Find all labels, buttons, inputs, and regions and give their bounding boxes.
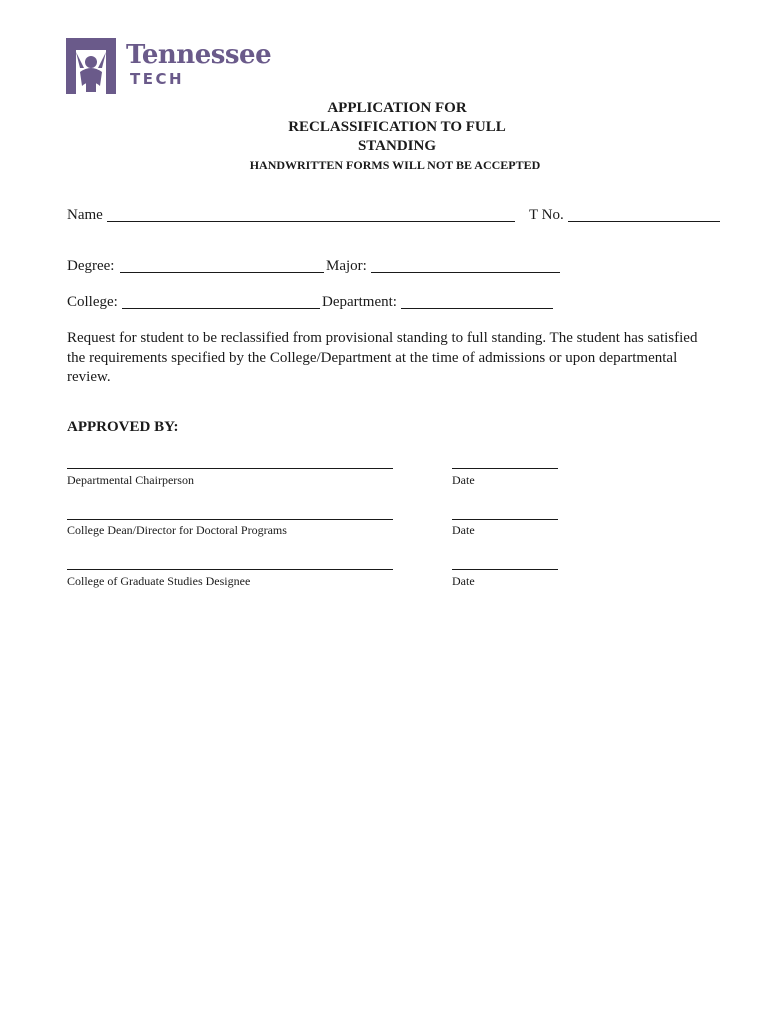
department-field[interactable] [401, 308, 553, 309]
form-title-line-1: APPLICATION FOR [327, 100, 467, 116]
major-field[interactable] [371, 272, 560, 273]
t-number-field[interactable] [568, 221, 720, 222]
date-label-dean: Date [452, 523, 475, 537]
degree-field[interactable] [120, 272, 324, 273]
signature-line-graduate-designee[interactable] [67, 569, 393, 570]
t-number-label: T No. [529, 207, 564, 223]
logo-wordmark-tech: TECH [130, 70, 185, 88]
date-line-graduate-designee[interactable] [452, 569, 558, 570]
date-label-chairperson: Date [452, 473, 475, 487]
college-label: College: [67, 294, 118, 310]
college-field[interactable] [122, 308, 320, 309]
major-label: Major: [326, 258, 367, 274]
form-title-line-2: RECLASSIFICATION TO FULL [288, 119, 506, 135]
handwritten-notice: HANDWRITTEN FORMS WILL NOT BE ACCEPTED [249, 158, 541, 172]
name-field[interactable] [107, 221, 515, 222]
date-label-graduate-designee: Date [452, 574, 475, 588]
degree-label: Degree: [67, 258, 115, 274]
department-label: Department: [322, 294, 397, 310]
approved-by-heading: APPROVED BY: [67, 419, 179, 435]
signature-line-dean[interactable] [67, 519, 393, 520]
signature-role-graduate-designee: College of Graduate Studies Designee [67, 574, 251, 588]
golden-eagle-logo-icon [66, 38, 116, 94]
signature-line-chairperson[interactable] [67, 468, 393, 469]
signature-role-dean: College Dean/Director for Doctoral Programs [67, 523, 287, 537]
university-logo [66, 38, 276, 96]
name-label: Name [67, 207, 103, 223]
request-paragraph: Request for student to be reclassified from provisional standing to full standing. The student has satisfied the requirements specified by the College/Department at the time of admissions or upon departmental review. [67, 330, 698, 385]
date-line-dean[interactable] [452, 519, 558, 520]
logo-wordmark-tennessee: Tennessee [126, 40, 272, 70]
signature-role-chairperson: Departmental Chairperson [67, 473, 194, 487]
form-title-line-3: STANDING [357, 138, 437, 154]
date-line-chairperson[interactable] [452, 468, 558, 469]
